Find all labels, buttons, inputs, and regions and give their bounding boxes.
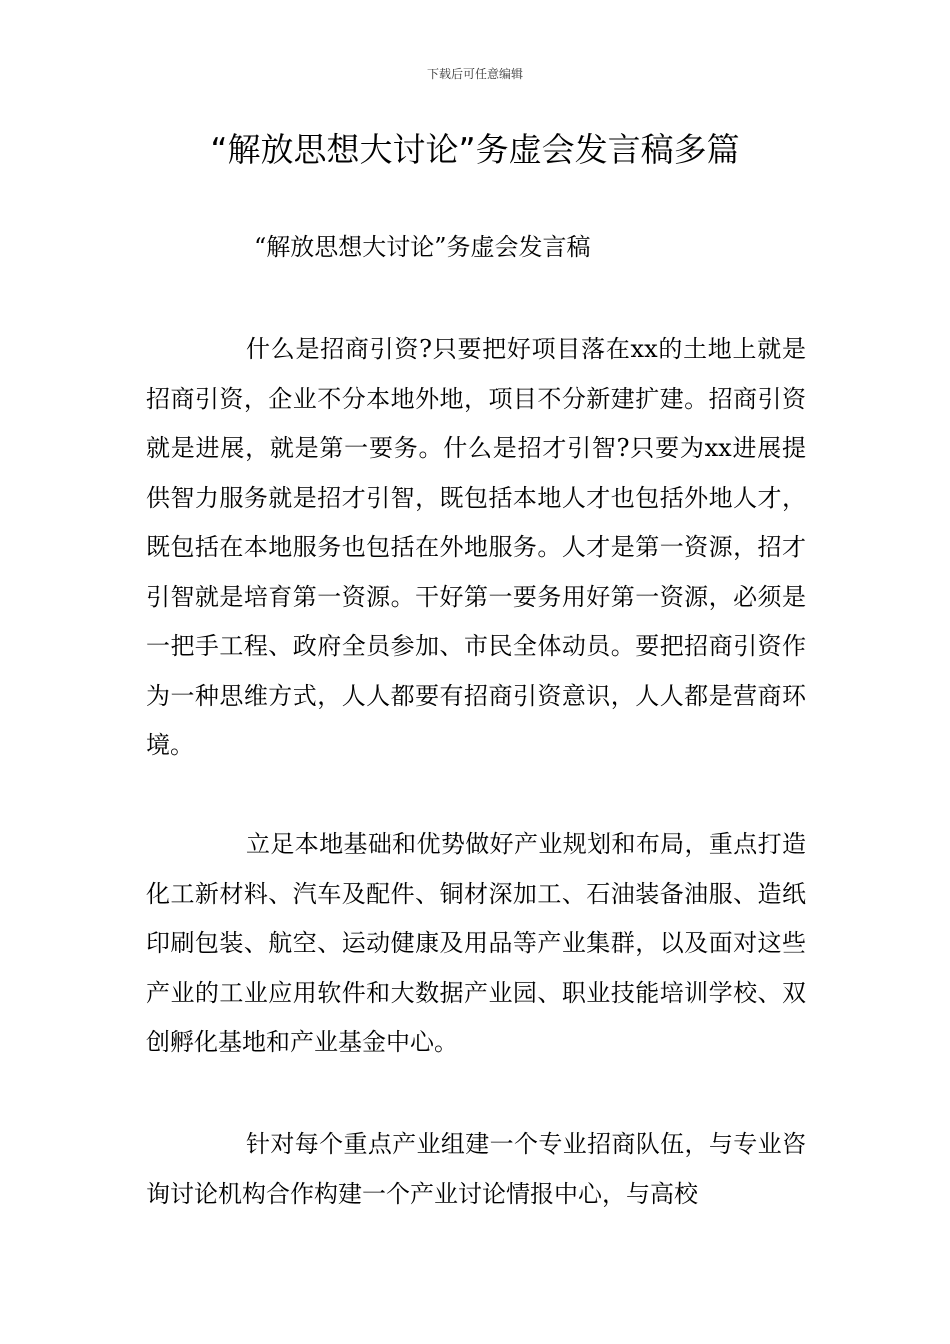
paragraph-3: 针对每个重点产业组建一个专业招商队伍，与专业咨询讨论机构合作构建一个产业讨论情报中心，与高校 bbox=[146, 1130, 806, 1208]
document-title: “解放思想大讨论”务虚会发言稿多篇 bbox=[210, 130, 740, 169]
document-subtitle: “解放思想大讨论”务虚会发言稿 bbox=[254, 233, 591, 261]
header-note: 下载后可任意编辑 bbox=[426, 67, 523, 81]
paragraph-1: 什么是招商引资?只要把好项目落在xx的土地上就是招商引资，企业不分本地外地，项目不分新建扩建。招商引资就是进展，就是第一要务。什么是招才引智?只要为xx进展提供智力服务就是招才引智，既包括本地人才也包括外地人才，既包括在本地服务也包括在外地服务。人才是第一资源，招才引智就是培育第一资源。干好第一要务用好第一资源，必须是一把手工程、政府全员参加、市民全体动员。要把招商引资作为一种思维方式，人人都要有招商引资意识，人人都是营商环境。 bbox=[146, 335, 806, 759]
paragraph-2: 立足本地基础和优势做好产业规划和布局，重点打造化工新材料、汽车及配件、铜材深加工、石油装备油服、造纸印刷包装、航空、运动健康及用品等产业集群，以及面对这些产业的工业应用软件和大数据产业园、职业技能培训学校、双创孵化基地和产业基金中心。 bbox=[146, 830, 806, 1056]
